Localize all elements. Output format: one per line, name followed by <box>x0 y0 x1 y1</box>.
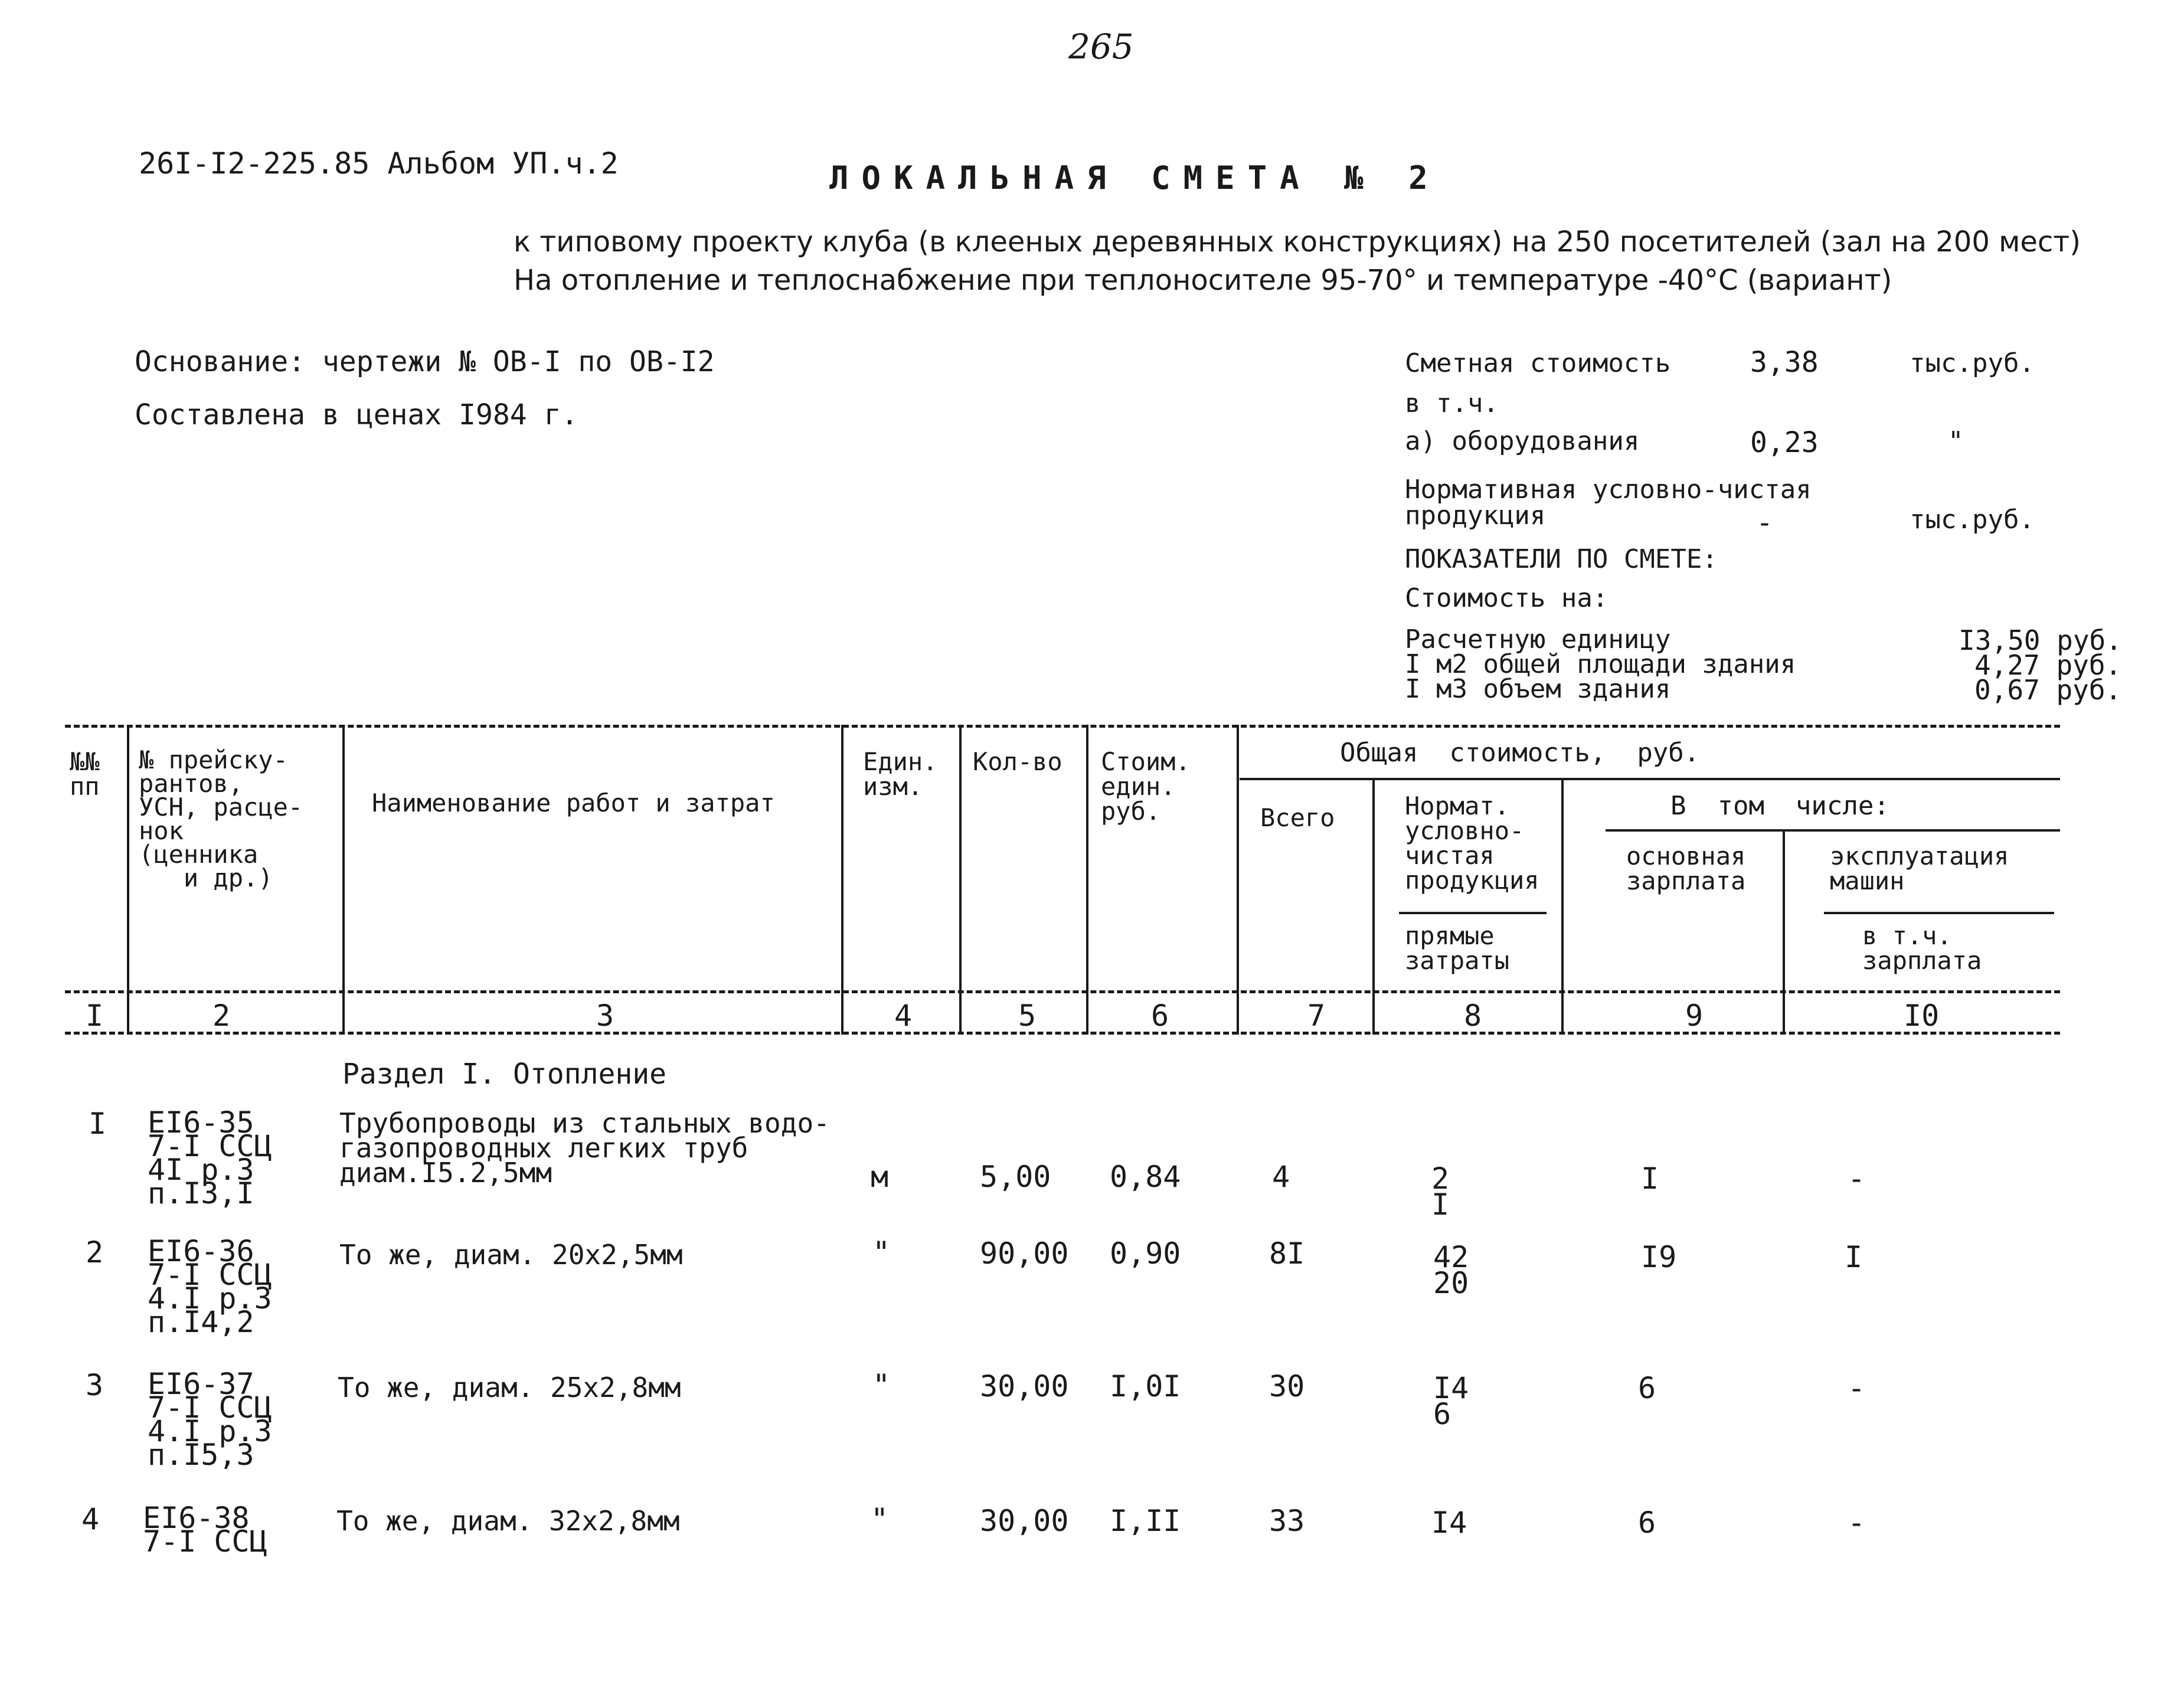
row-code: EI6-35 7-I ССЦ 4I р.3 п.I3,I <box>148 1105 272 1210</box>
header-col-8-top: Нормат. условно- чистая продукция <box>1405 791 1539 895</box>
row-norm: I4 <box>1431 1506 1467 1540</box>
page-number: 265 <box>1068 27 1134 67</box>
header-col-9: основная зарплата <box>1626 842 1746 895</box>
header-col-2: № прейску- рантов, УСН, расце- нок (ценника и др.) <box>139 745 303 892</box>
header-col-8-bottom: прямые затраты <box>1405 921 1510 975</box>
normative-unit: тыс.руб. <box>1910 505 2035 535</box>
column-numbers-top-rule <box>65 990 2060 993</box>
subtitle-line-1: к типовому проекту клуба (в клееных деревянных конструкциях) на 250 посетителей (зал на 200 мест) <box>514 225 2081 259</box>
normative-value: - <box>1756 506 1773 539</box>
row-total: 4 <box>1272 1160 1290 1194</box>
estimated-cost-label: Сметная стоимость <box>1405 348 1671 378</box>
col-divider-4 <box>959 725 962 1035</box>
header-col-10-top: эксплуатация машин <box>1830 842 2009 895</box>
col-divider-9 <box>1783 829 1785 1035</box>
row-mach: - <box>1848 1371 1866 1405</box>
row-mach: I <box>1845 1240 1863 1274</box>
row-code: EI6-36 7-I ССЦ 4.I р.3 п.I4,2 <box>148 1234 272 1339</box>
row-price: 0,84 <box>1110 1160 1181 1194</box>
album-code: 26I-I2-225.85 Альбом УП.ч.2 <box>139 146 619 181</box>
estimated-cost-unit: тыс.руб. <box>1910 348 2035 378</box>
row-qty: 30,00 <box>980 1369 1069 1403</box>
normative-label-2: продукция <box>1405 500 1546 531</box>
mach-split-rule <box>1824 912 2054 914</box>
row-qty: 30,00 <box>980 1504 1069 1538</box>
per-m3-label: I м3 объем здания <box>1405 674 1671 704</box>
equipment-unit: " <box>1948 426 1964 456</box>
row-wage: 6 <box>1638 1506 1656 1540</box>
row-name: Трубопроводы из стальных водо- газопроводных легких труб диам.I5.2,5мм <box>339 1107 830 1189</box>
column-number-4: 4 <box>894 999 913 1033</box>
row-norm: 42 20 <box>1433 1240 1469 1300</box>
col-divider-2 <box>342 725 345 1035</box>
including-label: в т.ч. <box>1405 388 1499 418</box>
header-col-1: №№ пп <box>70 747 100 801</box>
prices-text: Составлена в ценах I984 г. <box>135 398 578 431</box>
per-m2-label: I м2 общей площади здания <box>1405 649 1796 679</box>
header-col-5: Кол-во <box>973 747 1062 776</box>
col-divider-7 <box>1372 778 1375 1035</box>
row-total: 33 <box>1269 1504 1305 1538</box>
column-number-6: 6 <box>1151 999 1169 1033</box>
row-number: 4 <box>81 1502 100 1536</box>
row-code: EI6-38 7-I ССЦ <box>143 1501 267 1559</box>
document-title: ЛОКАЛЬНАЯ СМЕТА № 2 <box>829 159 1441 197</box>
row-unit: м <box>871 1160 889 1194</box>
per-m2-value: 4,27 руб. <box>1974 649 2122 681</box>
norm-split-rule <box>1399 912 1547 914</box>
header-total-group: Общая стоимость, руб. <box>1340 738 1700 768</box>
equipment-value: 0,23 <box>1750 426 1819 459</box>
header-col-6: Стоим. един. руб. <box>1101 747 1191 826</box>
header-col-4: Един. изм. <box>863 747 938 801</box>
row-name: То же, диам. 20х2,5мм <box>339 1239 683 1271</box>
column-number-1: I <box>86 999 104 1033</box>
row-qty: 90,00 <box>980 1236 1069 1271</box>
column-number-3: 3 <box>596 999 614 1033</box>
row-name: То же, диам. 25х2,8мм <box>338 1372 681 1403</box>
row-wage: 6 <box>1638 1371 1656 1405</box>
col-divider-6 <box>1237 725 1239 1035</box>
row-number: I <box>89 1107 107 1141</box>
header-col-10-bottom: в т.ч. зарплата <box>1862 921 1982 975</box>
column-numbers-bottom-rule <box>65 1032 2060 1035</box>
col-divider-5 <box>1086 725 1088 1035</box>
row-code: EI6-37 7-I ССЦ 4.I р.3 п.I5,3 <box>148 1367 272 1472</box>
row-wage: I9 <box>1641 1240 1677 1274</box>
header-incl-group: В том числе: <box>1670 791 1889 821</box>
row-number: 2 <box>86 1235 104 1269</box>
row-norm: I4 6 <box>1433 1371 1469 1431</box>
row-total: 8I <box>1269 1236 1305 1271</box>
estimated-cost-value: 3,38 <box>1750 346 1819 379</box>
section-title: Раздел I. Отопление <box>342 1058 667 1091</box>
row-price: I,II <box>1110 1504 1181 1538</box>
row-name: То же, диам. 32х2,8мм <box>336 1505 680 1537</box>
header-col-7: Всего <box>1260 803 1335 832</box>
row-wage: I <box>1641 1161 1659 1196</box>
column-number-10: I0 <box>1904 999 1940 1033</box>
col-divider-8 <box>1561 778 1564 1035</box>
basis-text: Основание: чертежи № ОВ-I по ОВ-I2 <box>135 345 715 378</box>
row-total: 30 <box>1269 1369 1305 1403</box>
column-number-9: 9 <box>1685 999 1704 1033</box>
row-price: I,0I <box>1110 1369 1181 1403</box>
row-price: 0,90 <box>1110 1236 1181 1271</box>
row-number: 3 <box>86 1368 104 1402</box>
row-norm: 2 I <box>1431 1161 1450 1222</box>
column-number-2: 2 <box>212 999 231 1033</box>
col-divider-3 <box>841 725 844 1035</box>
table-top-rule <box>65 725 2060 728</box>
subtitle-line-2: На отопление и теплоснабжение при теплоносителе 95-70° и температуре -40°С (вариант) <box>514 264 1892 297</box>
col-divider-1 <box>127 725 129 1035</box>
column-number-5: 5 <box>1018 999 1037 1033</box>
header-col-3: Наименование работ и затрат <box>372 788 775 817</box>
row-unit: " <box>872 1235 891 1269</box>
column-number-7: 7 <box>1307 999 1326 1033</box>
column-number-8: 8 <box>1464 999 1482 1033</box>
equipment-label: а) оборудования <box>1405 426 1640 456</box>
per-unit-value: I3,50 руб. <box>1959 624 2122 656</box>
total-group-rule <box>1240 778 2060 780</box>
incl-group-rule <box>1606 829 2060 832</box>
row-mach: - <box>1848 1161 1866 1196</box>
row-unit: " <box>872 1368 891 1402</box>
row-mach: - <box>1848 1506 1866 1540</box>
per-m3-value: 0,67 руб. <box>1974 674 2122 706</box>
per-unit-label: Расчетную единицу <box>1405 624 1671 655</box>
indicators-label: ПОКАЗАТЕЛИ ПО СМЕТЕ: <box>1405 544 1718 574</box>
cost-per-label: Стоимость на: <box>1405 583 1609 613</box>
row-qty: 5,00 <box>980 1160 1051 1194</box>
normative-label-1: Нормативная условно-чистая <box>1405 475 1812 505</box>
row-unit: " <box>871 1502 889 1536</box>
